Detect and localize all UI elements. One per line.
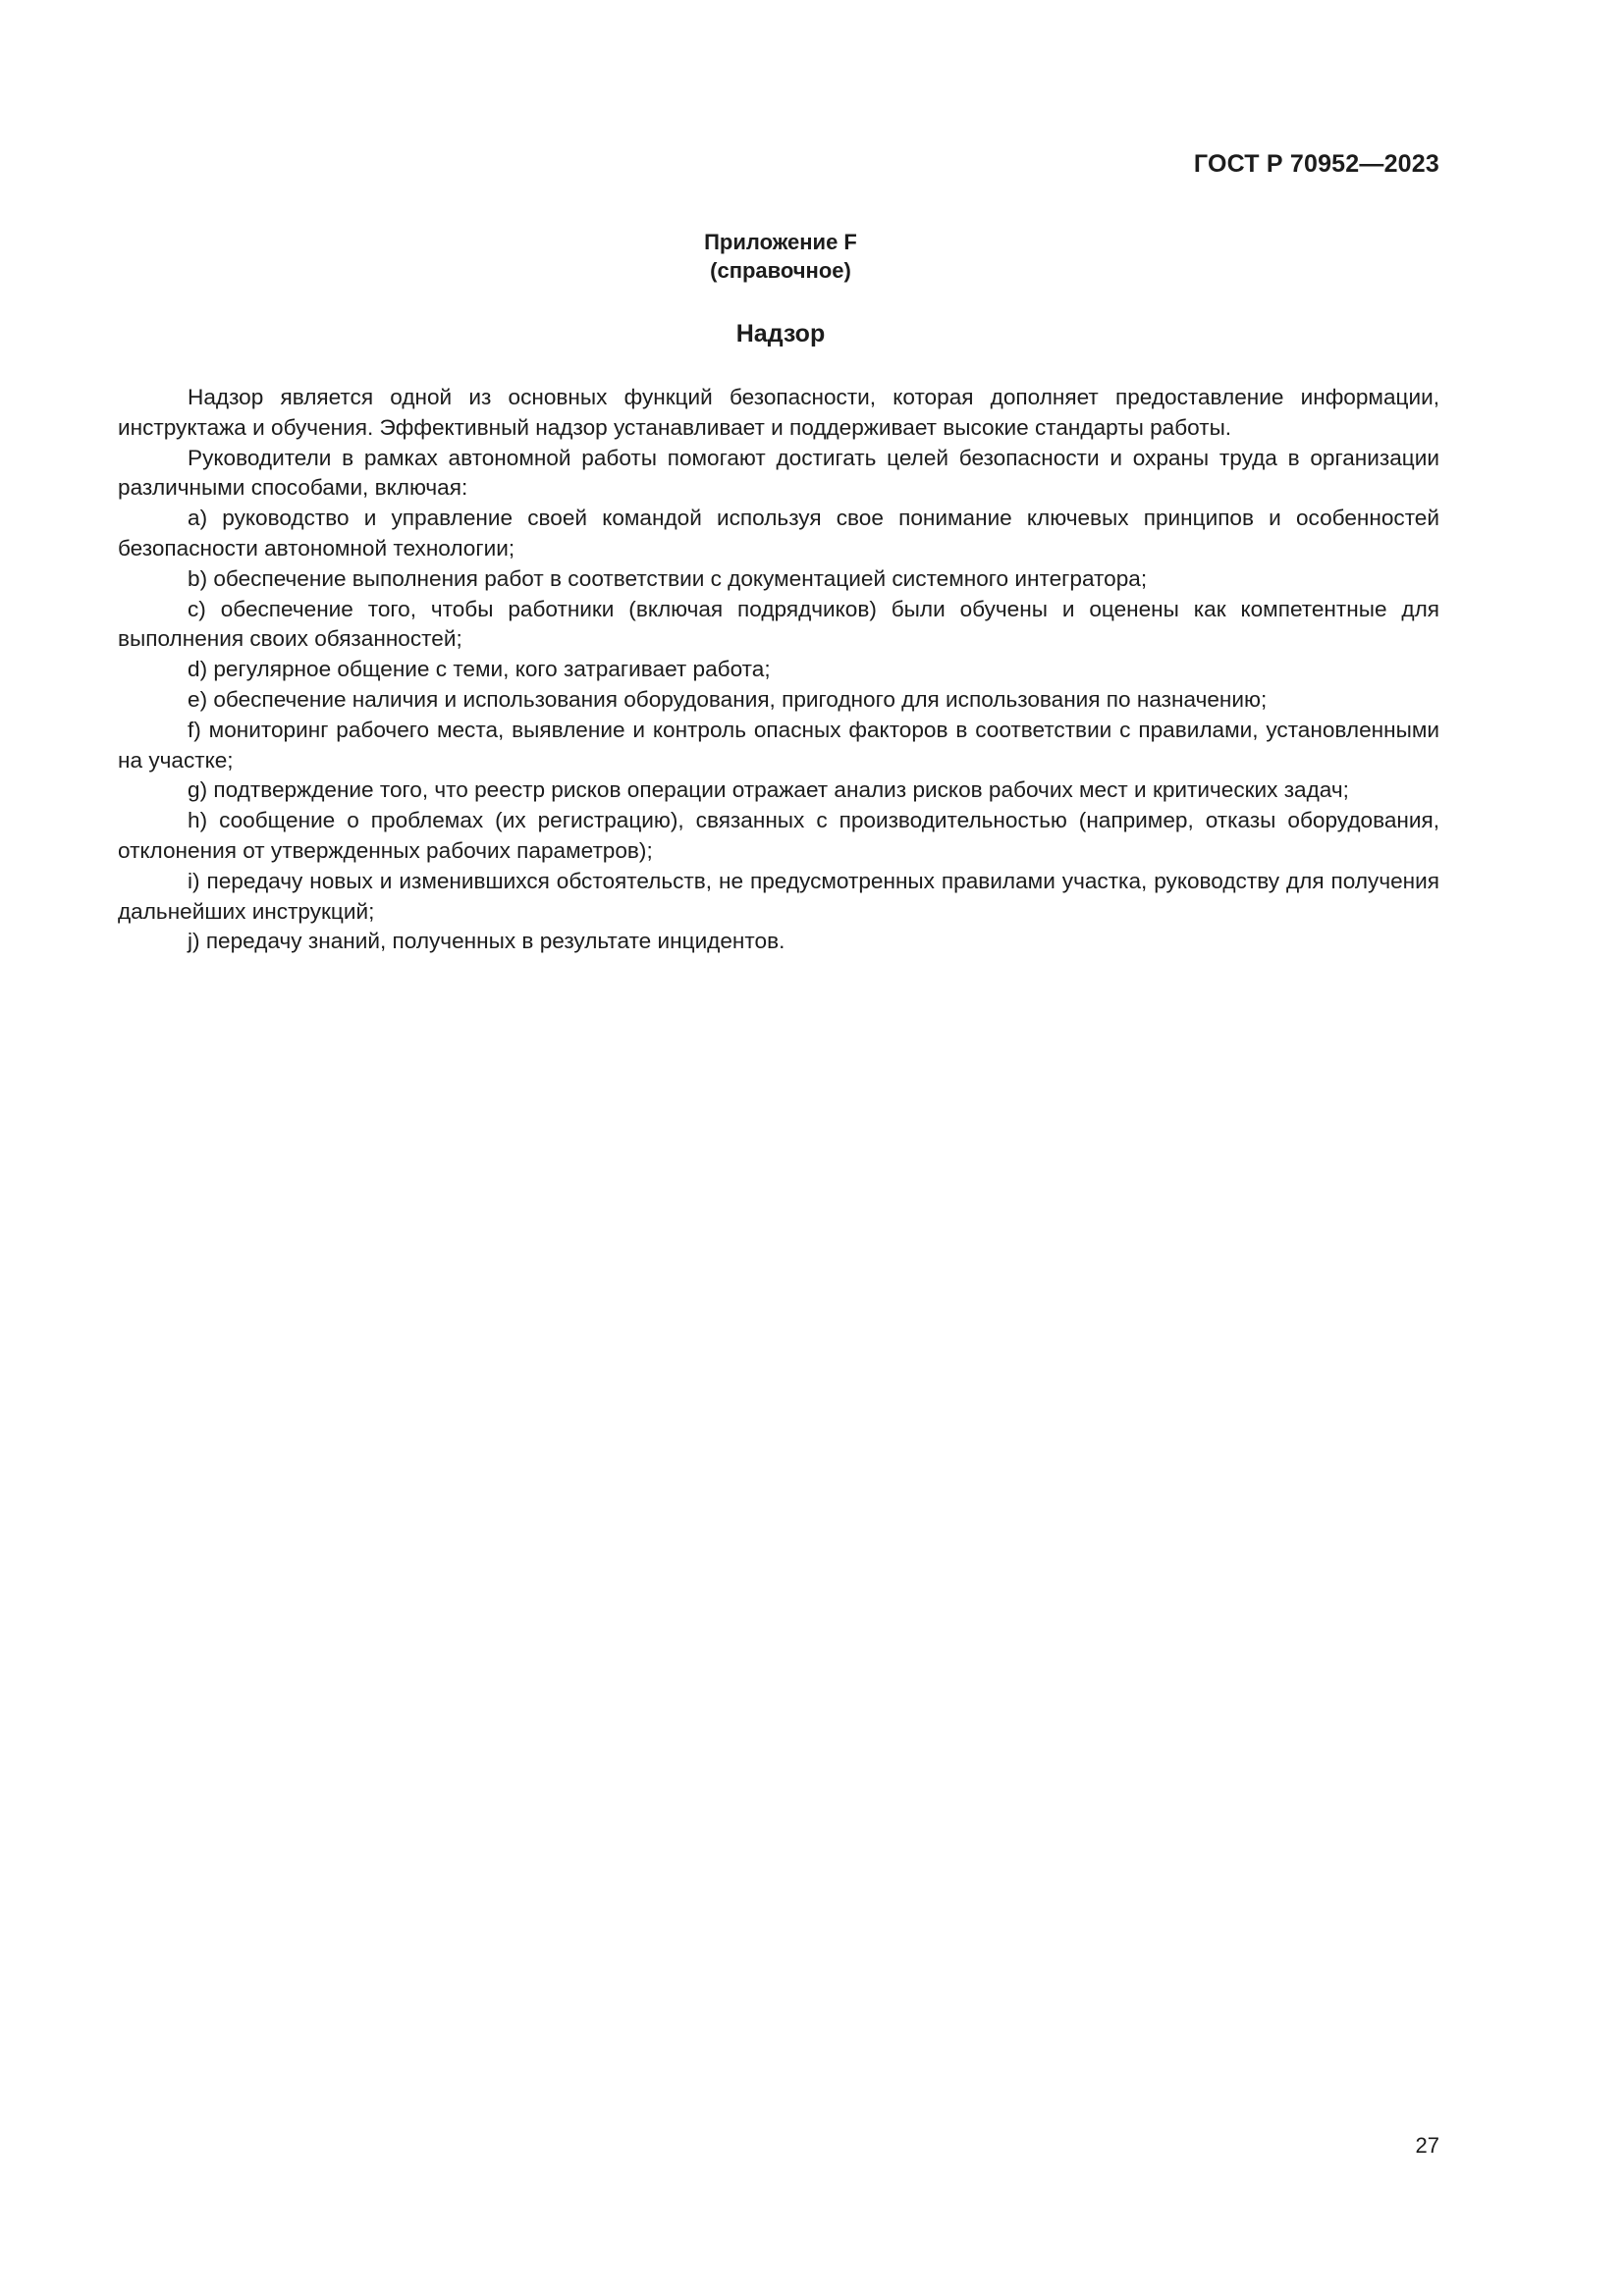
- annex-title: Приложение F: [704, 230, 857, 254]
- list-item-b: b) обеспечение выполнения работ в соответствии с документацией системного интегратора;: [188, 565, 1148, 591]
- list-item-j: j) передачу знаний, полученных в результате инцидентов.: [188, 929, 785, 954]
- body-text: [118, 383, 1439, 957]
- list-item-e: e) обеспечение наличия и использования оборудования, пригодного для использования по назначению;: [188, 686, 1268, 712]
- page-number: 27: [1415, 2133, 1439, 2158]
- annex-heading: [609, 228, 952, 285]
- standard-code-header: ГОСТ Р 70952—2023: [1193, 150, 1439, 178]
- list-item-a: a) руководство и управление своей командой используя свое понимание ключевых принципов и особенностей безопасности автономной технологии;: [118, 506, 1439, 561]
- list-item-c: c) обеспечение того, чтобы работники (включая подрядчиков) были обучены и оценены как компетентные для выполнения своих обязанностей;: [118, 596, 1439, 652]
- annex-status: (справочное): [710, 258, 851, 283]
- list-item-g: g) подтверждение того, что реестр рисков операции отражает анализ рисков рабочих мест и критических задач;: [188, 777, 1349, 803]
- list-item-i: i) передачу новых и изменившихся обстоятельств, не предусмотренных правилами участка, руководству для получения дальнейших инструкций;: [118, 868, 1439, 924]
- list-item-h: h) сообщение о проблемах (их регистрацию), связанных с производительностью (например, отказы оборудования, отклонения от утвержденных рабочих параметров);: [118, 808, 1439, 863]
- list-item-d: d) регулярное общение с теми, кого затрагивает работа;: [188, 657, 771, 682]
- list-item-f: f) мониторинг рабочего места, выявление и контроль опасных факторов в соответствии с правилами, установленными на участке;: [118, 717, 1439, 773]
- intro-paragraph: Надзор является одной из основных функций безопасности, которая дополняет предоставление информации, инструктажа и обучения. Эффективный надзор устанавливает и поддерживает высокие стандарты работы.: [118, 385, 1439, 440]
- section-title: Надзор: [735, 320, 826, 347]
- list-intro-paragraph: Руководители в рамках автономной работы помогают достигать целей безопасности и охраны труда в организации различными способами, включая:: [118, 445, 1439, 501]
